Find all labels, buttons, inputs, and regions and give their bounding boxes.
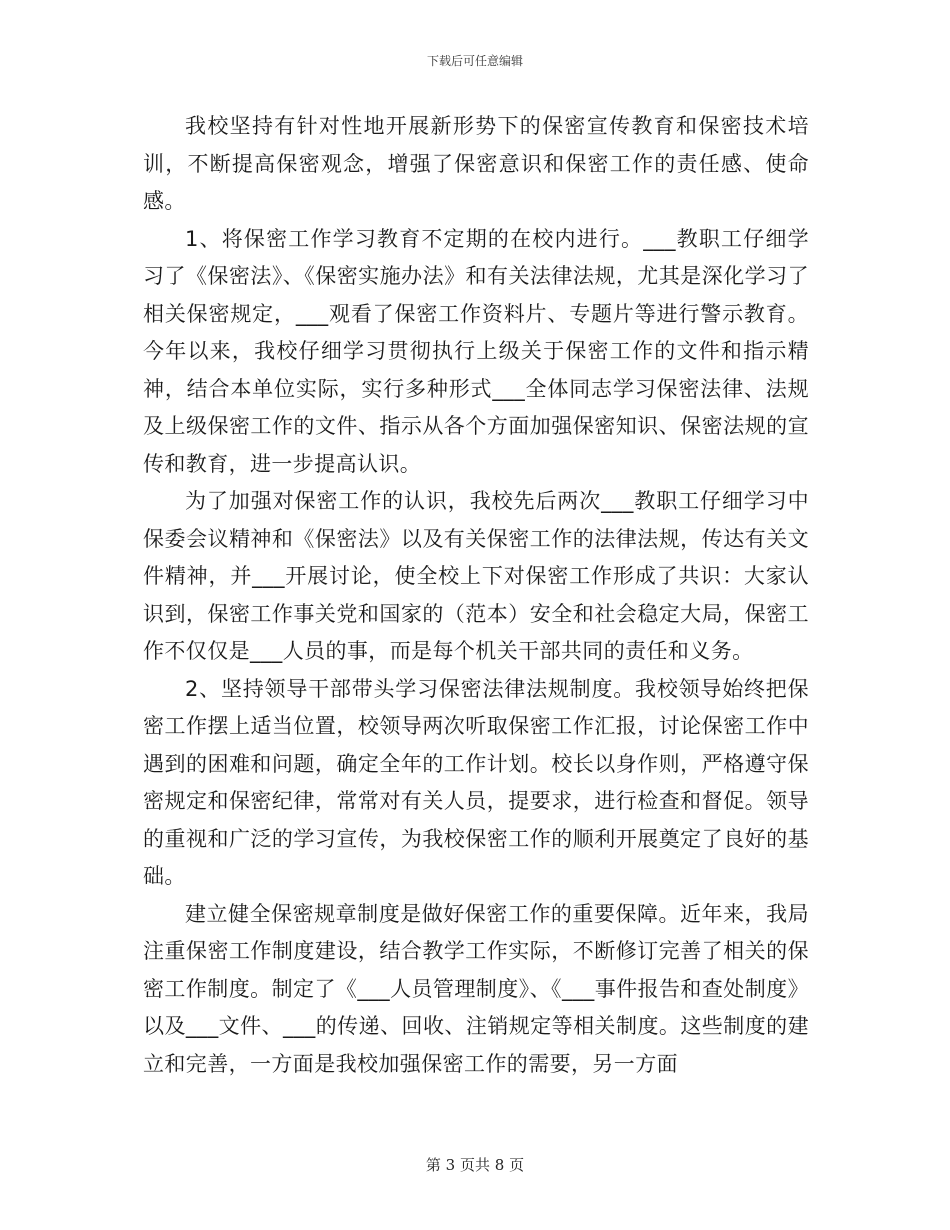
paragraph-4: 2、坚持领导干部带头学习保密法律法规制度。我校领导始终把保密工作摆上适当位置，校领导两次听取保密工作汇报，讨论保密工作中遇到的困难和问题，确定全年的工作计划。校长以身作则，严格遵守保密规定和保密纪律，常常对有关人员，提要求，进行检查和督促。领导的重视和广泛的学习宣传，为我校保密工作的顺利开展奠定了良好的基础。	[143, 676, 809, 888]
paragraph-3: 为了加强对保密工作的认识，我校先后两次___教职工仔细学习中保委会议精神和《保密法》以及有关保密工作的法律法规，传达有关文件精神，并___开展讨论，使全校上下对保密工作形成了共识：大家认识到，保密工作事关党和国家的（范本）安全和社会稳定大局，保密工作不仅仅是___人员的事，而是每个机关干部共同的责任和义务。	[143, 489, 809, 663]
paragraph-1: 我校坚持有针对性地开展新形势下的保密宣传教育和保密技术培训，不断提高保密观念，增强了保密意识和保密工作的责任感、使命感。	[143, 114, 809, 213]
page-header: 下载后可任意编辑	[426, 54, 523, 68]
paragraph-5: 建立健全保密规章制度是做好保密工作的重要保障。近年来，我局注重保密工作制度建设，结合教学工作实际，不断修订完善了相关的保密工作制度。制定了《___人员管理制度》、《___事件报告和查处制度》以及___文件、___的传递、回收、注销规定等相关制度。这些制度的建立和完善，一方面是我校加强保密工作的需要，另一方面	[143, 901, 809, 1076]
document-body	[143, 108, 809, 1083]
paragraph-2: 1、将保密工作学习教育不定期的在校内进行。___教职工仔细学习了《保密法》、《保密实施办法》和有关法律法规，尤其是深化学习了相关保密规定，___观看了保密工作资料片、专题片等进行警示教育。今年以来，我校仔细学习贯彻执行上级关于保密工作的文件和指示精神，结合本单位实际，实行多种形式___全体同志学习保密法律、法规及上级保密工作的文件、指示从各个方面加强保密知识、保密法规的宣传和教育，进一步提高认识。	[143, 226, 809, 476]
page-footer: 第 3 页共 8 页	[425, 1156, 525, 1174]
